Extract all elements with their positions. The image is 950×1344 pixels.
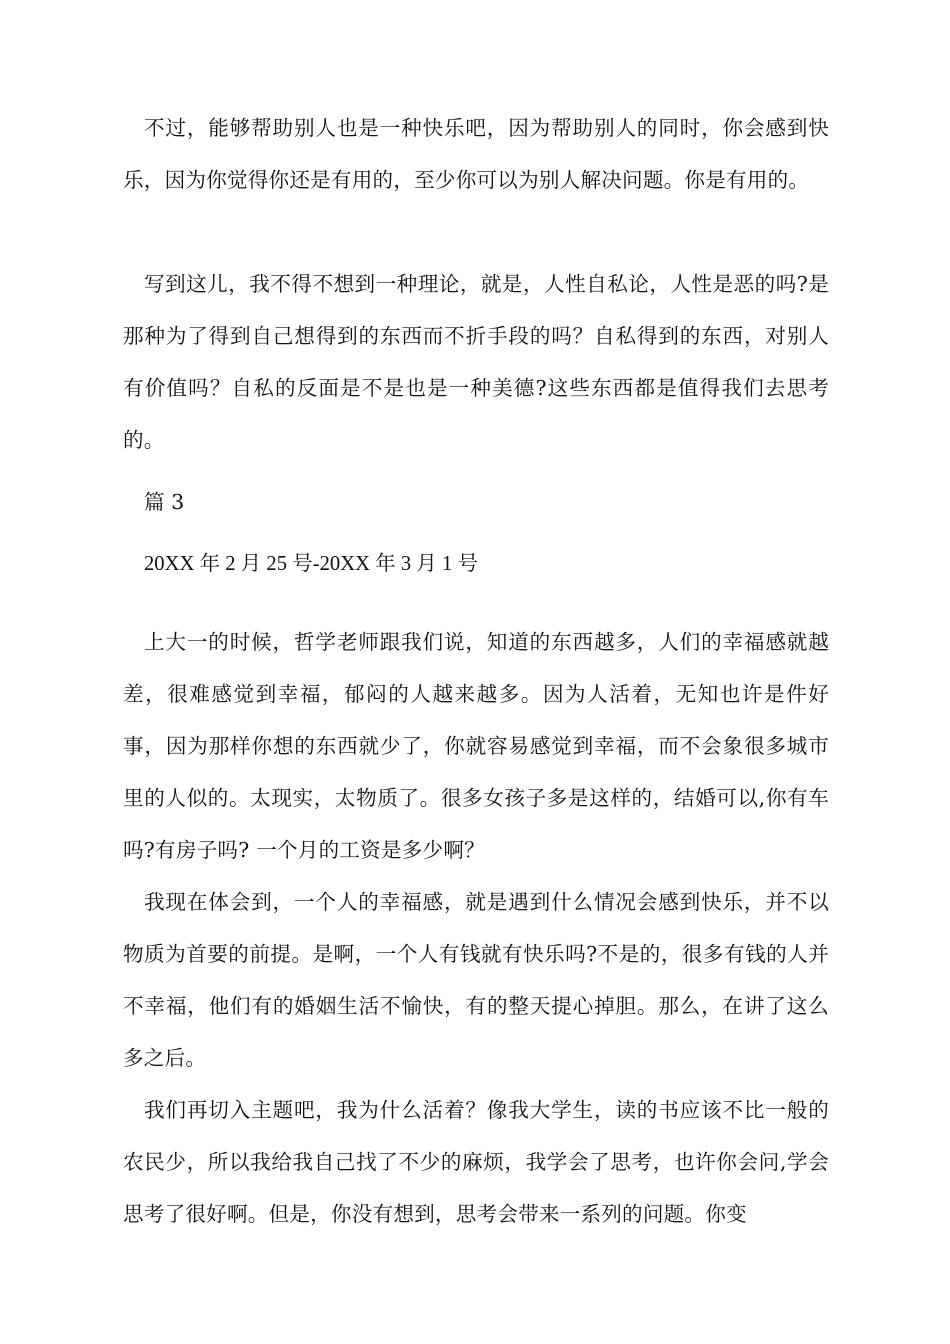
- paragraph-why-alive: 我们再切入主题吧，我为什么活着？像我大学生，读的书应该不比一般的农民少，所以我给我自己找了不少的麻烦，我学会了思考，也许你会问,学会思考了很好啊。但是，你没有想到，思考会带来一系列的问题。你变: [123, 1098, 829, 1226]
- paragraph-happiness: 我现在体会到，一个人的幸福感，就是遇到什么情况会感到快乐，并不以物质为首要的前提。是啊，一个人有钱就有快乐吗?不是的，很多有钱的人并不幸福，他们有的婚姻生活不愉快，有的整天提心掉胆。那么，在讲了这么多之后。: [123, 890, 829, 1070]
- paragraph-helping-others: 不过，能够帮助别人也是一种快乐吧，因为帮助别人的同时，你会感到快乐，因为你觉得你还是有用的，至少你可以为别人解决问题。你是有用的。: [123, 116, 829, 192]
- section-heading: 篇 3: [144, 490, 185, 514]
- date-range: 20XX 年 2 月 25 号-20XX 年 3 月 1 号: [144, 553, 479, 575]
- paragraph-philosophy-teacher: 上大一的时候，哲学老师跟我们说，知道的东西越多，人们的幸福感就越差，很难感觉到幸福，郁闷的人越来越多。因为人活着，无知也许是件好事，因为那样你想的东西就少了，你就容易感觉到幸福，而不会象很多城市里的人似的。太现实，太物质了。很多女孩子多是这样的，结婚可以,你有车吗?有房子吗? 一个月的工资是多少啊？: [123, 630, 829, 862]
- paragraph-human-selfishness: 写到这儿，我不得不想到一种理论，就是，人性自私论，人性是恶的吗?是那种为了得到自己想得到的东西而不折手段的吗？自私得到的东西，对别人有价值吗？自私的反面是不是也是一种美德?这些东西都是值得我们去思考的。: [123, 272, 829, 452]
